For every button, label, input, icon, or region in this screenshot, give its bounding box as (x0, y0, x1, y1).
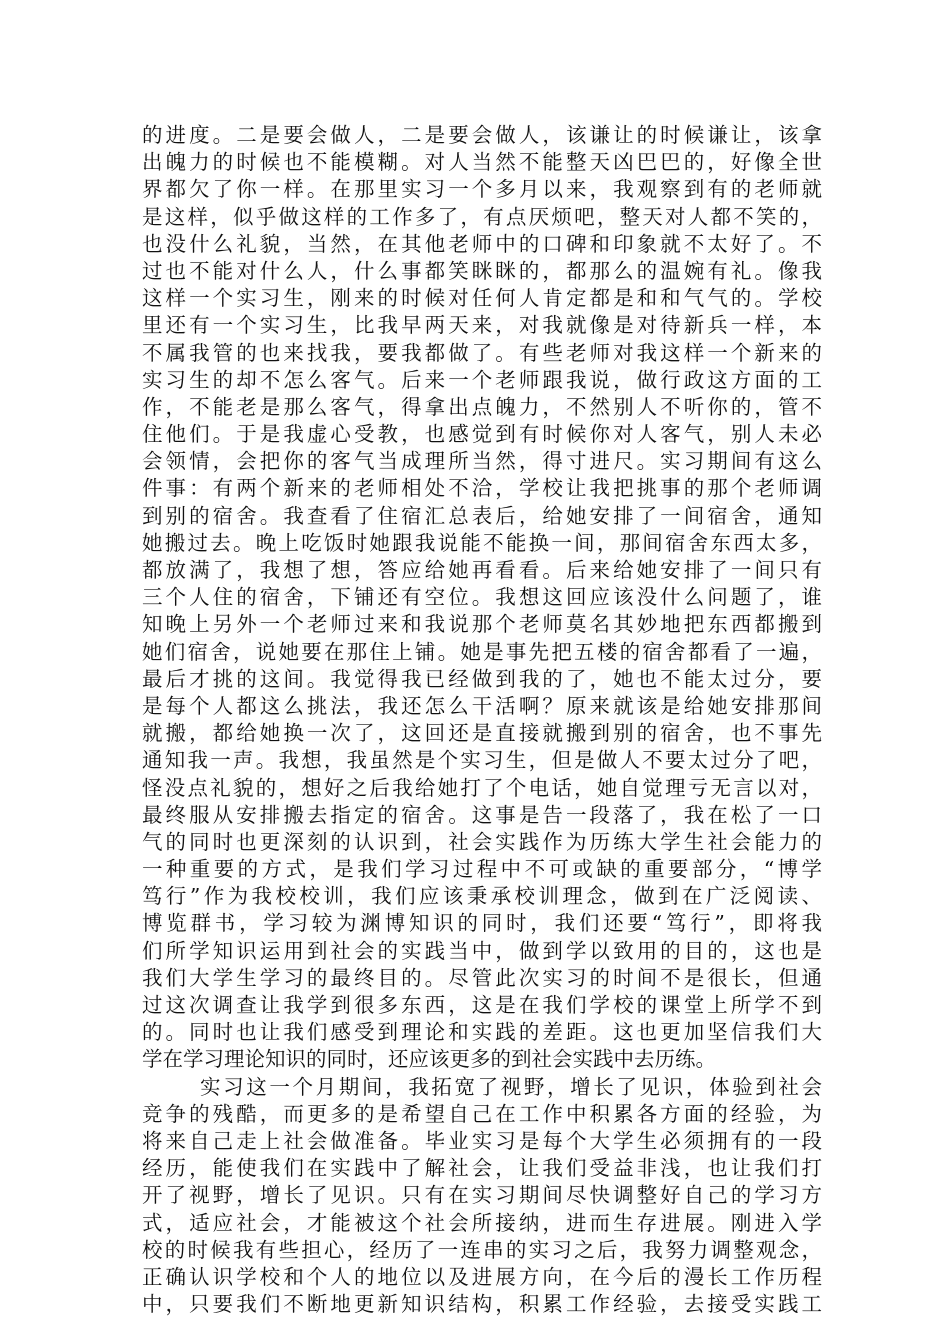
text-line: 校的时候我有些担心，经历了一连串的实习之后，我努力调整观念， (142, 1237, 822, 1262)
text-line: 笃行”作为我校校训，我们应该秉承校训理念，做到在广泛阅读、 (142, 884, 822, 909)
text-line: 是这样，似乎做这样的工作多了，有点厌烦吧，整天对人都不笑的， (142, 204, 822, 229)
text-line: 博览群书，学习较为渊博知识的同时，我们还要“笃行”，即将我 (142, 911, 822, 936)
text-line: 们所学知识运用到社会的实践当中，做到学以致用的目的，这也是 (142, 938, 822, 963)
text-line: 界都欠了你一样。在那里实习一个多月以来，我观察到有的老师就 (142, 177, 822, 202)
text-line: 是每个人都这么挑法，我还怎么干活啊？原来就该是给她安排那间 (142, 693, 822, 718)
text-line: 过这次调查让我学到很多东西，这是在我们学校的课堂上所学不到 (142, 993, 822, 1017)
text-line: 的。同时也让我们感受到理论和实践的差距。这也更加坚信我们大 (142, 1020, 822, 1045)
paragraph-1 (142, 122, 822, 1074)
text-line: 她搬过去。晚上吃饭时她跟我说能不能换一间，那间宿舍东西太多， (142, 530, 822, 555)
text-line: 学在学习理论知识的同时，还应该更多的到社会实践中去历练。 (142, 1047, 716, 1072)
text-line: 实习生的却不怎么客气。后来一个老师跟我说，做行政这方面的工 (142, 367, 822, 392)
text-line: 她们宿舍，说她要在那住上铺。她是事先把五楼的宿舍都看了一遍， (142, 639, 822, 664)
text-line: 出魄力的时候也不能模糊。对人当然不能整天凶巴巴的，好像全世 (142, 150, 822, 175)
text-line: 就搬，都给她换一次了，这回还是直接就搬到别的宿舍，也不事先 (142, 721, 822, 746)
text-line: 件事：有两个新来的老师相处不洽，学校让我把挑事的那个老师调 (142, 476, 822, 501)
text-line: 会领情，会把你的客气当成理所当然，得寸进尺。实习期间有这么 (142, 449, 822, 474)
text-line: 式，适应社会，才能被这个社会所接纳，进而生存进展。刚进入学 (142, 1210, 822, 1235)
text-line: 这样一个实习生，刚来的时候对任何人肯定都是和和气气的。学校 (142, 286, 822, 311)
text-line: 实习这一个月期间，我拓宽了视野，增长了见识，体验到社会 (200, 1074, 822, 1099)
text-line: 的进度。二是要会做人，二是要会做人，该谦让的时候谦让，该拿 (142, 123, 822, 147)
text-line: 气的同时也更深刻的认识到，社会实践作为历练大学生社会能力的 (142, 829, 822, 854)
text-line: 最终服从安排搬去指定的宿舍。这事是告一段落了，我在松了一口 (142, 802, 822, 827)
text-line: 都放满了，我想了想，答应给她再看看。后来给她安排了一间只有 (142, 558, 822, 582)
text-line: 不属我管的也来找我，要我都做了。有些老师对我这样一个新来的 (142, 340, 822, 365)
text-line: 正确认识学校和个人的地位以及进展方向，在今后的漫长工作历程 (142, 1264, 822, 1289)
text-line: 住他们。于是我虚心受教，也感觉到有时候你对人客气，别人未必 (142, 422, 822, 447)
text-line: 通知我一声。我想，我虽然是个实习生，但是做人不要太过分了吧， (142, 748, 822, 773)
text-line: 开了视野，增长了见识。只有在实习期间尽快调整好自己的学习方 (142, 1183, 822, 1208)
text-line: 将来自己走上社会做准备。毕业实习是每个大学生必须拥有的一段 (142, 1128, 822, 1153)
text-line: 过也不能对什么人，什么事都笑眯眯的，都那么的温婉有礼。像我 (142, 258, 822, 283)
text-line: 知晚上另外一个老师过来和我说那个老师莫名其妙地把东西都搬到 (142, 612, 822, 637)
text-line: 中，只要我们不断地更新知识结构，积累工作经验，去接受实践工 (142, 1292, 822, 1317)
text-line: 也没什么礼貌，当然，在其他老师中的口碑和印象就不太好了。不 (142, 231, 822, 256)
text-line: 一种重要的方式，是我们学习过程中不可或缺的重要部分，“博学 (142, 857, 822, 882)
paragraph-2 (142, 1074, 822, 1319)
text-line: 怪没点礼貌的，想好之后我给她打了个电话，她自觉理亏无言以对， (142, 775, 822, 800)
text-line: 三个人住的宿舍，下铺还有空位。我想这回应该没什么问题了，谁 (142, 585, 822, 610)
text-line: 竞争的残酷，而更多的是希望自己在工作中积累各方面的经验，为 (142, 1101, 822, 1126)
text-line: 里还有一个实习生，比我早两天来，对我就像是对待新兵一样，本 (142, 313, 822, 338)
body-text (142, 122, 822, 1318)
text-line: 到别的宿舍。我查看了住宿汇总表后，给她安排了一间宿舍，通知 (142, 503, 822, 528)
text-line: 经历，能使我们在实践中了解社会，让我们受益非浅，也让我们打 (142, 1156, 822, 1181)
text-line: 我们大学生学习的最终目的。尽管此次实习的时间不是很长，但通 (142, 965, 822, 990)
text-line: 作，不能老是那么客气，得拿出点魄力，不然别人不听你的，管不 (142, 394, 822, 419)
text-line: 最后才挑的这间。我觉得我已经做到我的了，她也不能太过分，要 (142, 666, 822, 691)
